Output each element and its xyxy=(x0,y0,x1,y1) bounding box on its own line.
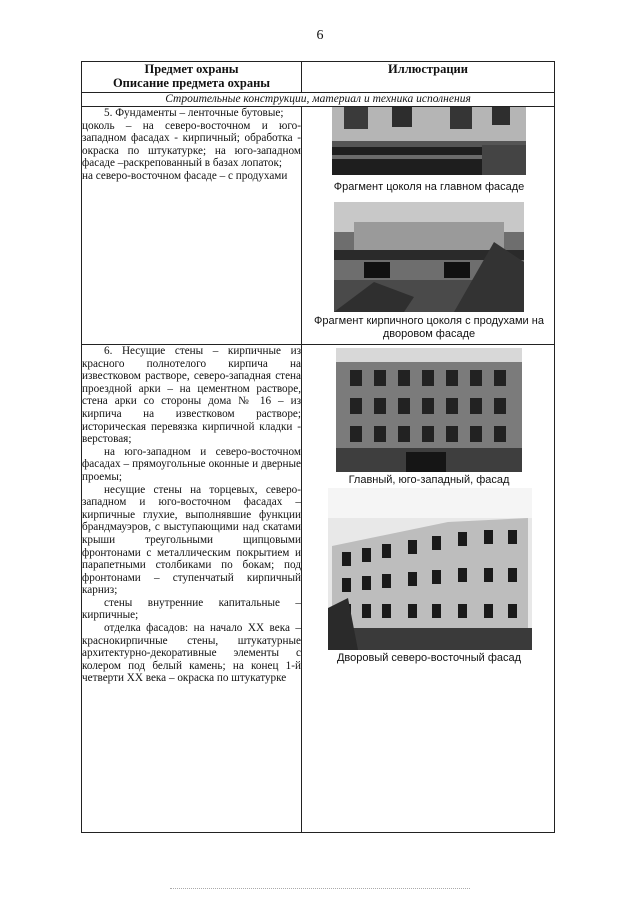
row6-para-2: на юго-западном и северо-восточном фасадах – прямоугольные оконные и дверные проемы; xyxy=(82,445,301,483)
row5-caption-2: Фрагмент кирпичного цоколя с продухами на дворовом фасаде xyxy=(314,315,544,340)
row6-para-5: отделка фасадов: на начало XX века – краснокирпичные стены, штукатурные архитектурно-декоративные элементы с колером под белый камень; на конец 1-й четверти XX века – окраска по штукатурке xyxy=(82,622,301,685)
protection-table xyxy=(81,61,555,833)
row6-para-1: 6. Несущие стены – кирпичные из красного полнотелого кирпича на известковом растворе, северо-западная стена проездной арки – на цементном растворе, стена арки со стороны дома № 16 – из кирпича на известковом растворе; историческая перевязка кирпичной кладки - верстовая; xyxy=(82,345,301,446)
page-number: 6 xyxy=(316,28,324,43)
header-left xyxy=(82,62,302,93)
courtyard-northeast-facade-photo xyxy=(328,488,532,650)
row5-para-1: 5. Фундаменты – ленточные бутовые; xyxy=(104,107,284,119)
row6-para-4: стены внутренние капитальные – кирпичные; xyxy=(82,596,301,622)
header-left-line2: Описание предмета охраны xyxy=(112,76,271,90)
row6-description xyxy=(82,345,302,833)
row5-para-2: цоколь – на северо-восточном и юго-западном фасадах - кирпичный; обработка - окраска по штукатурке; на юго-западном фасаде –раскрепованный в базах лопаток; xyxy=(82,119,301,170)
row6-caption-2: Дворовый северо-восточный фасад xyxy=(336,652,522,664)
main-southwest-facade-photo xyxy=(336,348,522,472)
table-row-6 xyxy=(82,345,555,833)
row6-para-3: несущие стены на торцевых, северо-западном и юго-восточном фасадах – кирпичные глухие, выполнявшие функции брандмауэров, с выступающими над скатами крыши треугольными щипцовыми фронтонами с металлическим покрытием и парапетными столбиками по бокам; под фронтонами – ступенчатый кирпичный карниз; xyxy=(82,483,301,597)
row6-caption-1: Главный, юго-западный, фасад xyxy=(348,474,510,486)
bottom-scan-line xyxy=(170,888,470,890)
header-left-line1: Предмет охраны xyxy=(144,62,239,76)
section-title: Строительные конструкции, материал и техника исполнения xyxy=(82,93,555,107)
row5-illustrations xyxy=(302,107,555,345)
section-row xyxy=(82,93,555,107)
plinth-main-facade-photo xyxy=(332,107,526,175)
table-row-5 xyxy=(82,107,555,345)
row5-para-3: на северо-восточном фасаде – с продухами xyxy=(82,169,288,182)
table-header-row xyxy=(82,62,555,93)
brick-plinth-vents-photo xyxy=(334,202,524,312)
row6-illustrations xyxy=(302,345,555,833)
row5-description xyxy=(82,107,302,345)
row5-caption-1: Фрагмент цоколя на главном фасаде xyxy=(333,181,525,193)
header-right: Иллюстрации xyxy=(302,62,555,93)
